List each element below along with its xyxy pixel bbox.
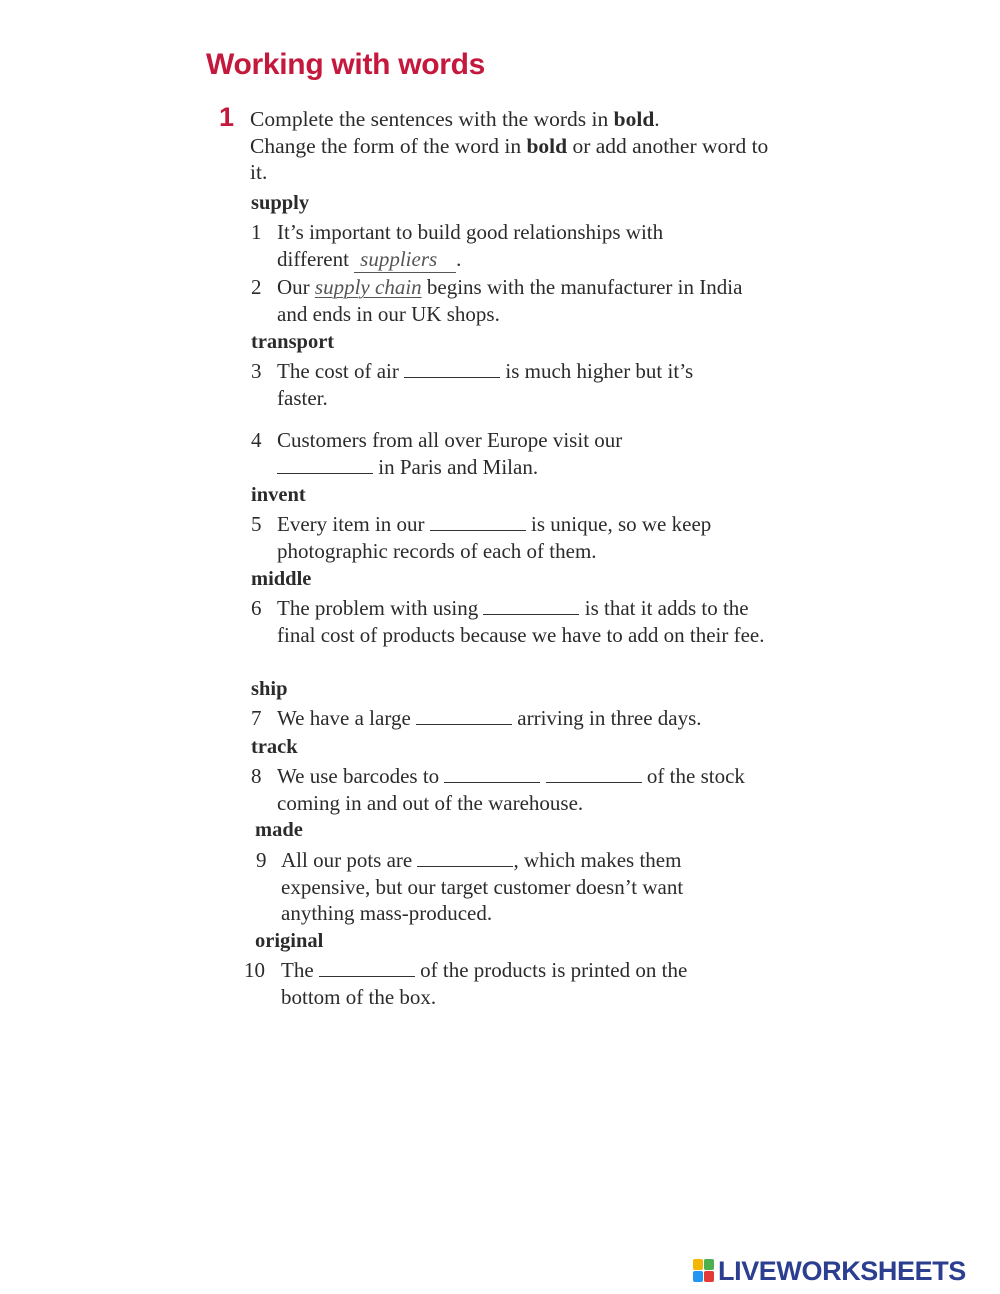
answer-blank[interactable]	[546, 764, 642, 783]
answer-blank[interactable]	[444, 764, 540, 783]
exercise-number: 1	[219, 102, 235, 132]
item-number: 4	[251, 428, 262, 452]
item-text: The cost of air is much higher but it’s faster.	[277, 359, 694, 410]
item-text: The problem with using is that it adds to the final cost of products because we have to add on their fee.	[277, 596, 765, 647]
item-number: 9	[256, 848, 267, 872]
item-number: 7	[251, 706, 262, 730]
liveworksheets-logo	[693, 1256, 966, 1286]
item-number: 10	[244, 958, 265, 982]
liveworksheets-logo-icon	[693, 1259, 715, 1283]
item-text: We have a large arriving in three days.	[277, 706, 702, 730]
item-number: 2	[251, 275, 262, 299]
item-text: Customers from all over Europe visit our in Paris and Milan.	[277, 428, 623, 479]
answer-blank[interactable]: suppliers	[354, 246, 456, 274]
word-heading-invent: invent	[251, 484, 306, 506]
answer-blank[interactable]	[417, 848, 513, 867]
item-number: 3	[251, 359, 262, 383]
logo-text: LIVEWORKSHEETS	[718, 1255, 966, 1286]
answer-blank[interactable]	[430, 512, 526, 531]
exercise-instruction: Complete the sentences with the words in bold. Change the form of the word in bold or add another word to it.	[250, 107, 769, 184]
item-text: Every item in our is unique, so we keep photographic records of each of them.	[277, 512, 712, 563]
item-text: We use barcodes to of the stock coming in and out of the warehouse.	[277, 764, 745, 815]
item-text: The of the products is printed on the bottom of the box.	[281, 958, 688, 1009]
word-heading-made: made	[255, 819, 303, 841]
item-number: 8	[251, 764, 262, 788]
answer-blank[interactable]	[319, 958, 415, 977]
item-number: 6	[251, 596, 262, 620]
item-text: Our supply chain begins with the manufacturer in India and ends in our UK shops.	[277, 275, 743, 326]
item-number: 5	[251, 512, 262, 536]
answer-blank[interactable]: supply chain	[314, 275, 422, 299]
page-title: Working with words	[206, 48, 486, 81]
word-heading-middle: middle	[251, 568, 312, 590]
answer-blank[interactable]	[416, 706, 512, 725]
word-heading-transport: transport	[251, 331, 335, 353]
word-heading-ship: ship	[251, 678, 288, 700]
answer-blank[interactable]	[277, 455, 373, 474]
word-heading-track: track	[251, 736, 298, 758]
item-text: It’s important to build good relationships with different suppliers .	[277, 219, 737, 273]
item-number: 1	[251, 220, 262, 244]
answer-blank[interactable]	[404, 359, 500, 378]
word-heading-original: original	[255, 930, 324, 952]
answer-blank[interactable]	[483, 596, 579, 615]
item-text: All our pots are , which makes them expensive, but our target customer doesn’t want anything mass-produced.	[281, 848, 684, 925]
word-heading-supply: supply	[251, 192, 310, 214]
